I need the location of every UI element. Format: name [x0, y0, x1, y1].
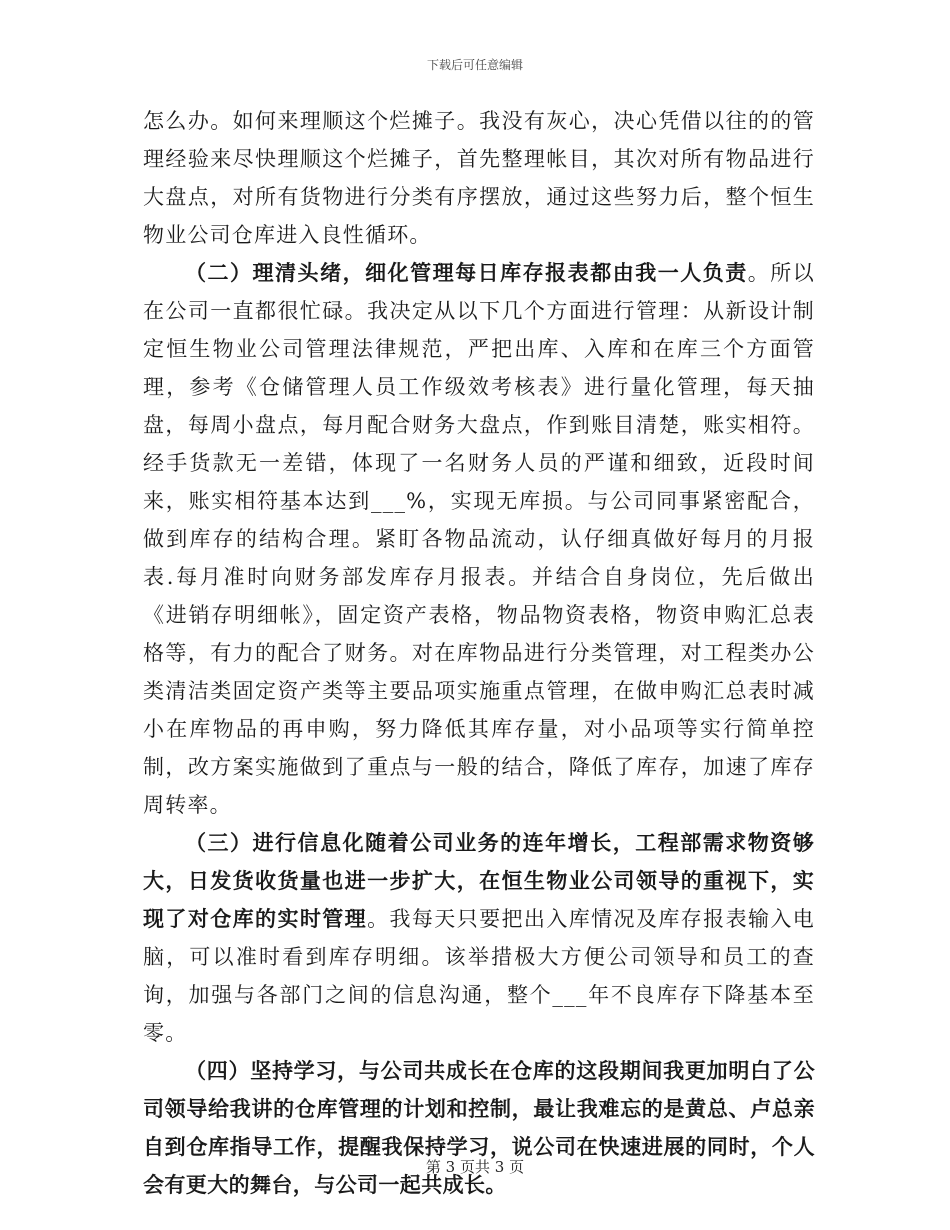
paragraph-4-lead: （四）坚持学习，与公司共成长在仓库的这段期间我更加明白了公司领导给我讲的仓库管理的计划和控制，最让我难忘的是黄总、卢总亲自到仓库指导工作，提醒我保持学习，说公司在快速进展的同时，个人会有更大的舞台，与公司一起共成长。 — [143, 1058, 815, 1197]
paragraph-2 — [143, 254, 815, 824]
paragraph-2-body: 。所以在公司一直都很忙碌。我决定从以下几个方面进行管理：从新设计制定恒生物业公司管理法律规范，严把出库、入库和在库三个方面管理，参考《仓储管理人员工作级效考核表》进行量化管理，每天抽盘，每周小盘点，每月配合财务大盘点，作到账目清楚，账实相符。经手货款无一差错，体现了一名财务人员的严谨和细致，近段时间来，账实相符基本达到___%，实现无库损。与公司同事紧密配合，做到库存的结构合理。紧盯各物品流动，认仔细真做好每月的月报表.每月准时向财务部发库存月报表。并结合自身岗位，先后做出《进销存明细帐》，固定资产表格，物品物资表格，物资申购汇总表格等，有力的配合了财务。对在库物品进行分类管理，对工程类办公类清洁类固定资产类等主要品项实施重点管理，在做申购汇总表时减小在库物品的再申购，努力降低其库存量，对小品项等实行简单控制，改方案实施做到了重点与一般的结合，降低了库存，加速了库存周转率。 — [143, 261, 816, 817]
paragraph-2-lead: （二）理清头绪，细化管理每日库存报表都由我一人负责 — [185, 260, 748, 285]
paragraph-3-lead: （三）进行信息化随着公司业务的连年增长，工程部需求物资够大，日发货收货量也进一步扩大，在恒生物业公司领导的重视下，实现了对仓库的实时管理 — [143, 830, 815, 931]
paragraph-3 — [143, 824, 815, 1052]
page-header: 下载后可任意编辑 — [426, 58, 523, 72]
paragraph-1-body: 怎么办。如何来理顺这个烂摊子。我没有灰心，决心凭借以往的的管理经验来尽快理顺这个烂摊子，首先整理帐目，其次对所有物品进行大盘点，对所有货物进行分类有序摆放，通过这些努力后，整个恒生物业公司仓库进入良性循环。 — [143, 109, 815, 247]
paragraph-4 — [143, 1052, 815, 1204]
document-body — [143, 102, 815, 1204]
paragraph-1 — [143, 102, 815, 254]
paragraph-3-body: 。我每天只要把出入库情况及库存报表输入电脑，可以准时看到库存明细。该举措极大方便公司领导和员工的查询，加强与各部门之间的信息沟通，整个___年不良库存下降基本至零。 — [143, 907, 816, 1045]
page-footer: 第 3 页共 3 页 — [425, 1158, 525, 1176]
